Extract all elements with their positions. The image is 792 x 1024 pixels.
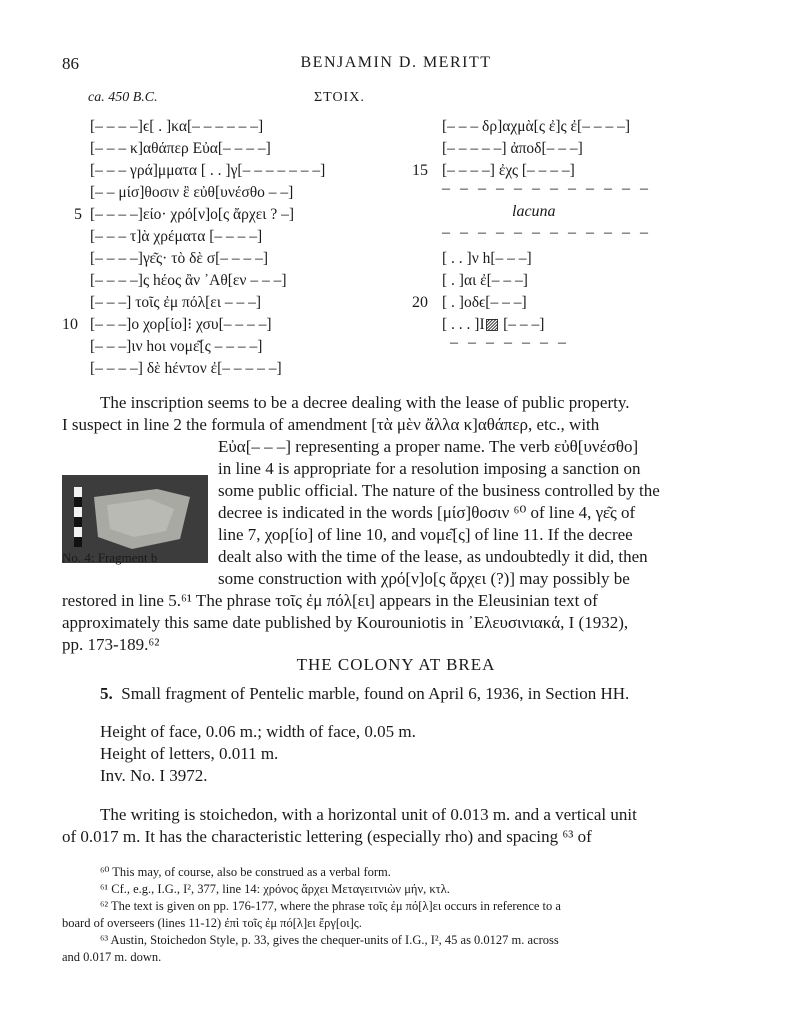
paragraph-line: some public official. The nature of the business controlled by the	[218, 481, 660, 500]
inscription-line: [– – –]ιν hοι νομε͂[ς – – – –]	[90, 338, 263, 355]
paragraph-line: The writing is stoichedon, with a horizontal unit of 0.013 m. and a vertical unit	[100, 805, 637, 824]
section-heading: THE COLONY AT BREA	[296, 655, 496, 674]
inscription-right-column	[442, 116, 630, 182]
lacuna-label: lacuna	[512, 203, 556, 220]
paragraph-line: in line 4 is appropriate for a resolution imposing a sanction on	[218, 459, 641, 478]
measurement-line: Height of letters, 0.011 m.	[100, 744, 279, 763]
inscription-line: [ . ]αι ἐ[– – –]	[442, 272, 528, 289]
inscription-date: ca. 450 B.C.	[88, 90, 158, 105]
stoichedon-label: ΣΤΟΙΧ.	[314, 90, 365, 105]
inscription-line: [ . ]οδϵ[– – –]	[442, 294, 527, 311]
footnote: ⁶² The text is given on pp. 176-177, where the phrase τοῖς ἐμ πό[λ]ει occurs in reference to a	[100, 899, 561, 913]
section-intro-text: Small fragment of Pentelic marble, found on April 6, 1936, in Section HH.	[121, 684, 630, 703]
dash-separator: – – – – – – – – – – – –	[442, 180, 651, 197]
paragraph-line: restored in line 5.⁶¹ The phrase τοῖς ἐμ πόλ[ει] appears in the Eleusinian text of	[62, 591, 598, 610]
measurement-line: Height of face, 0.06 m.; width of face, 0.05 m.	[100, 722, 416, 741]
section-intro	[100, 684, 629, 704]
inscription-line: [– – – –]ϵ[ . ]κα[– – – – – –]	[90, 118, 264, 135]
dash-separator: – – – – – – –	[450, 334, 569, 351]
inscription-line: [– – – γρά]μματα [ . . ]γ[– – – – – – –]	[90, 162, 326, 179]
inscription-line: [– – – –]είο· χρό[ν]ο[ς ἄρχει ? –]	[90, 206, 294, 223]
footnote: ⁶¹ Cf., e.g., I.G., I², 377, line 14: χρόνος ἄρχει Μεταγειτνιὼν μήν, κτλ.	[100, 882, 450, 896]
paragraph-line: line 7, χορ[ίο] of line 10, and νομε͂[ς] of line 11. If the decree	[218, 525, 633, 544]
inscription-line: [ . . ]ν h[– – –]	[442, 250, 532, 267]
inscription-line: [– – –]ο χορ[ίο]⁝ χσυ[– – – –]	[90, 316, 272, 333]
paragraph-line: I suspect in line 2 the formula of amendment [τὰ μὲν ἄλλα κ]αθάπερ, etc., with	[62, 415, 600, 434]
footnotes	[62, 864, 730, 966]
paragraph-line: Εὐα[– – –] representing a proper name. The verb εὐθ[υνέσθο]	[218, 437, 639, 456]
paragraph-line: of 0.017 m. It has the characteristic lettering (especially rho) and spacing ⁶³ of	[62, 827, 592, 846]
dash-separator: – – – – – – – – – – – –	[442, 224, 651, 241]
inscription-right-column-lower	[442, 248, 544, 336]
paragraph-line: some construction with χρό[ν]ο[ς ἄρχει (?)] may possibly be	[218, 569, 630, 588]
inscription-line: [– – – τ]ὰ χρέματα [– – – –]	[90, 228, 263, 245]
line-number: 15	[412, 162, 428, 179]
section-number: 5.	[100, 684, 113, 703]
inscription-line: [– – – –] ἐχς [– – – –]	[442, 162, 575, 179]
inscription-line: [– – – –] δὲ hέντον ἐ[– – – – –]	[90, 360, 282, 377]
figure-caption: No. 4: Fragment b	[62, 550, 158, 565]
line-number: 5	[74, 206, 82, 223]
inscription-line: [– – –] τοῖς ἐμ πόλ[ει – – –]	[90, 294, 262, 311]
line-number: 10	[62, 316, 78, 333]
page-number: 86	[62, 54, 79, 73]
paragraph-line: pp. 173-189.⁶²	[62, 635, 160, 654]
footnote: ⁶³ Austin, Stoichedon Style, p. 33, gives the chequer-units of I.G., I², 45 as 0.0127 m. across	[100, 933, 559, 947]
inscription-line: [– – – – –] ἀποδ[– – –]	[442, 140, 583, 157]
paragraph-line: The inscription seems to be a decree dealing with the lease of public property.	[100, 393, 630, 412]
inscription-left-column	[90, 116, 325, 380]
footnote: board of overseers (lines 11-12) ἐπὶ τοῖς ἐμ πό[λ]ει ἔργ[οι]ς.	[62, 916, 362, 930]
inscription-line: [– – – δρ]αχμὰ[ς ἐ]ς ἐ[– – – –]	[442, 118, 630, 135]
inscription-line: [ . . . ]Ι▨ [– – –]	[442, 316, 545, 333]
line-number: 20	[412, 294, 428, 311]
footnote: and 0.017 m. down.	[62, 950, 162, 964]
footnote: ⁶⁰ This may, of course, also be construed as a verbal form.	[100, 865, 391, 879]
inscription-line: [– – μίσ]θοσιν ἒ εὐθ[υνέσθο – –]	[90, 184, 294, 201]
paragraph-line: dealt also with the time of the lease, as undoubtedly it did, then	[218, 547, 648, 566]
paragraph-line: decree is indicated in the words [μίσ]θοσιν ⁶⁰ of line 4, γε͂ς of	[218, 503, 636, 522]
running-head: BENJAMIN D. MERITT	[300, 54, 492, 71]
inscription-line: [– – – –]γε͂ς· τὸ δὲ σ[– – – –]	[90, 250, 269, 267]
measurement-line: Inv. No. I 3972.	[100, 766, 208, 785]
inscription-line: [– – – –]ς hέος ἂν ᾿Αθ[εν – – –]	[90, 272, 287, 289]
paragraph-line: approximately this same date published by Kourouniotis in ᾿Ελευσινιακά, I (1932),	[62, 613, 629, 632]
inscription-line: [– – – κ]αθάπερ Εὐα[– – – –]	[90, 140, 271, 157]
